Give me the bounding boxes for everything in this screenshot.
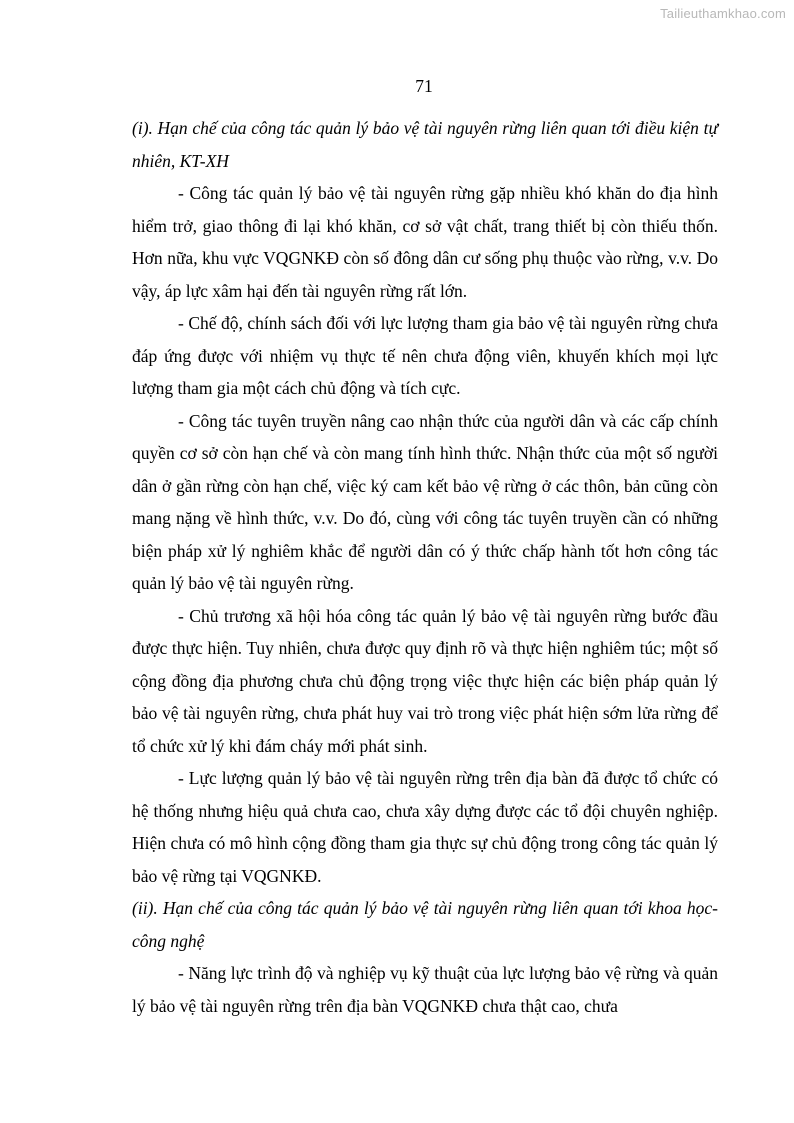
- paragraph: - Lực lượng quản lý bảo vệ tài nguyên rừng trên địa bàn đã được tổ chức có hệ thống nhưng hiệu quả chưa cao, chưa xây dựng được các tổ đội chuyên nghiệp. Hiện chưa có mô hình cộng đồng tham gia thực sự chủ động trong công tác quản lý bảo vệ rừng tại VQGNKĐ.: [132, 768, 718, 886]
- page-number: 71: [415, 76, 433, 96]
- document-body: [132, 112, 718, 1022]
- paragraph: - Chế độ, chính sách đối với lực lượng tham gia bảo vệ tài nguyên rừng chưa đáp ứng được với nhiệm vụ thực tế nên chưa động viên, khuyến khích mọi lực lượng tham gia một cách chủ động và tích cực.: [132, 313, 718, 398]
- paragraph: - Công tác tuyên truyền nâng cao nhận thức của người dân và các cấp chính quyền cơ sở còn hạn chế và còn mang tính hình thức. Nhận thức của một số người dân ở gần rừng còn hạn chế, việc ký cam kết bảo vệ rừng ở các thôn, bản cũng còn mang nặng về hình thức, v.v. Do đó, cùng với công tác tuyên truyền cần có những biện pháp xử lý nghiêm khắc để người dân có ý thức chấp hành tốt hơn công tác quản lý bảo vệ tài nguyên rừng.: [132, 410, 718, 593]
- section-heading-1: (i). Hạn chế của công tác quản lý bảo vệ tài nguyên rừng liên quan tới điều kiện tự nhiên, KT-XH: [132, 118, 718, 171]
- watermark-text: Tailieuthamkhao.com: [660, 6, 786, 21]
- paragraph: - Năng lực trình độ và nghiệp vụ kỹ thuật của lực lượng bảo vệ rừng và quản lý bảo vệ tài nguyên rừng trên địa bàn VQGNKĐ chưa thật cao, chưa: [132, 963, 718, 1016]
- section-heading-2: (ii). Hạn chế của công tác quản lý bảo vệ tài nguyên rừng liên quan tới khoa học-công nghệ: [132, 898, 718, 951]
- paragraph: - Chủ trương xã hội hóa công tác quản lý bảo vệ tài nguyên rừng bước đầu được thực hiện. Tuy nhiên, chưa được quy định rõ và thực hiện nghiêm túc; một số cộng đồng địa phương chưa chủ động trọng việc thực hiện các biện pháp quản lý bảo vệ tài nguyên rừng, chưa phát huy vai trò trong việc phát hiện sớm lửa rừng để tổ chức xử lý khi đám cháy mới phát sinh.: [132, 605, 718, 756]
- paragraph: - Công tác quản lý bảo vệ tài nguyên rừng gặp nhiều khó khăn do địa hình hiểm trở, giao thông đi lại khó khăn, cơ sở vật chất, trang thiết bị còn thiếu thốn. Hơn nữa, khu vực VQGNKĐ còn số đông dân cư sống phụ thuộc vào rừng, v.v. Do vậy, áp lực xâm hại đến tài nguyên rừng rất lớn.: [132, 183, 718, 301]
